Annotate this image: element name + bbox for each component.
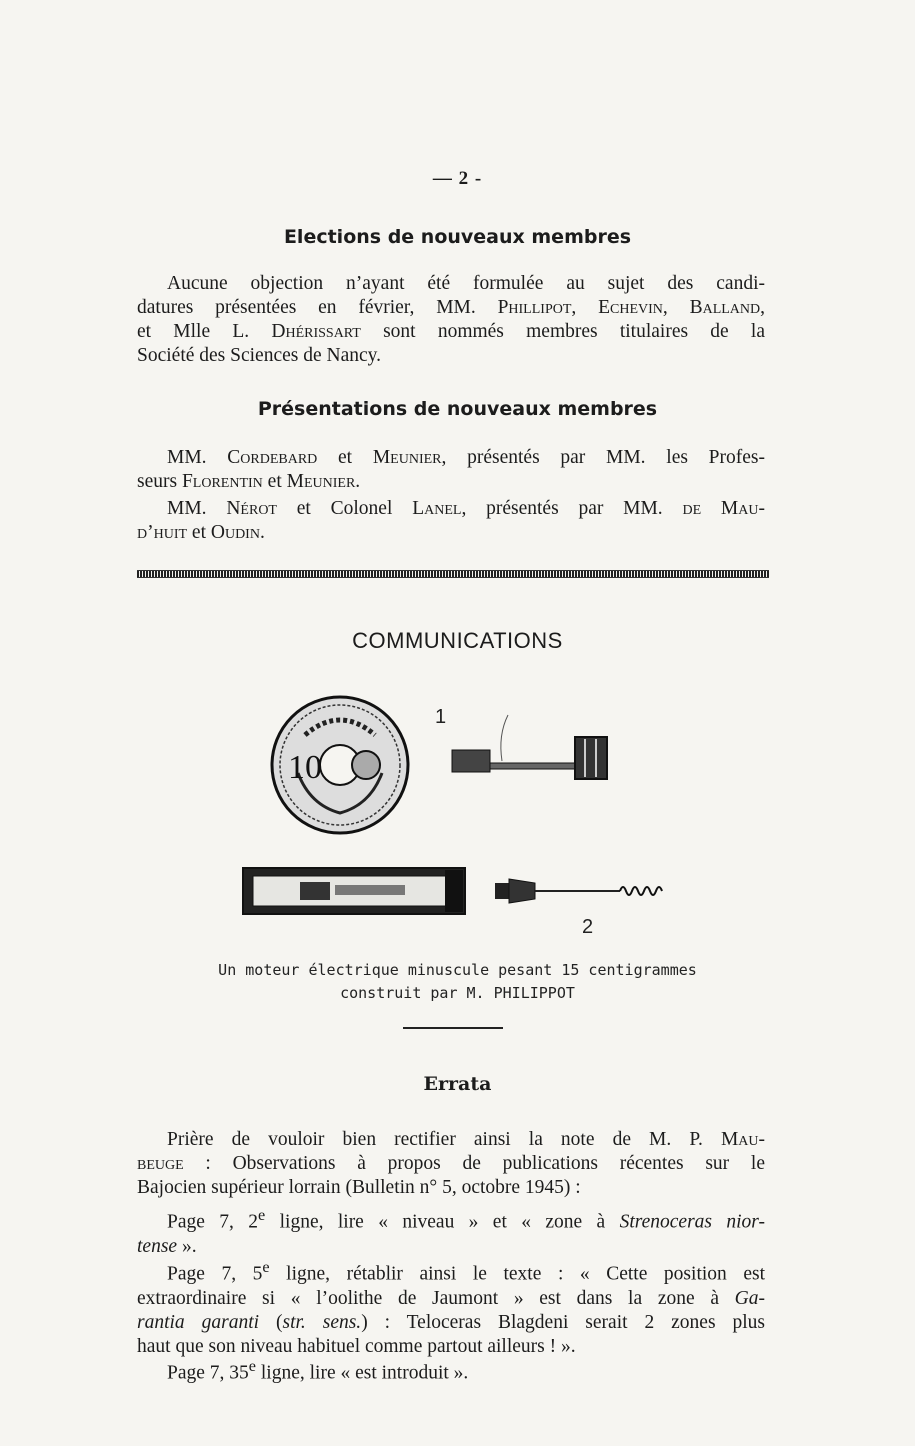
page-number: — 2 - (432, 168, 483, 189)
text-line: datures présentées en février, MM. Phillipot, Echevin, Balland, (137, 297, 766, 318)
motor-part-1 (452, 715, 607, 779)
paragraph-elections (137, 272, 765, 368)
text-line: tense ». (137, 1235, 197, 1257)
text-line: MM. Cordebard et Meunier, présentés par MM. les Profes- (167, 447, 765, 468)
text-line: rantia garanti (str. sens.) : Teloceras Blagdeni serait 2 zones plus (137, 1311, 765, 1333)
text-line: Aucune objection n’ayant été formulée au sujet des candi- (167, 273, 765, 294)
section-title-communications: COMMUNICATIONS (352, 628, 563, 653)
paragraph-errata-1 (137, 1128, 765, 1200)
motor-figure (240, 695, 690, 945)
coin-image (272, 697, 408, 833)
text-line: et Mlle L. Dhérissart sont nommés membres titulaires de la (137, 321, 765, 342)
section-title-presentations: Présentations de nouveaux membres (257, 398, 658, 420)
text-line: Page 7, 2e ligne, lire « niveau » et « zone à Strenoceras nior- (167, 1206, 765, 1233)
text-line: MM. Nérot et Colonel Lanel, présentés par MM. de Mau- (167, 498, 765, 519)
text-line: haut que son niveau habituel comme partout ailleurs ! ». (137, 1335, 576, 1357)
paragraph-errata-2 (137, 1203, 765, 1259)
text-line: d’huit et Oudin. (137, 522, 265, 543)
text-line: extraordinaire si « l’oolithe de Jaumont » est dans la zone à Ga- (137, 1287, 765, 1309)
text-line: Bajocien supérieur lorrain (Bulletin n° 5, octobre 1945) : (137, 1177, 581, 1198)
text-line: Société des Sciences de Nancy. (137, 345, 382, 366)
motor-part-2-shaft (495, 879, 662, 903)
short-divider (403, 1027, 503, 1029)
section-title-elections: Elections de nouveaux membres (283, 226, 632, 248)
hatched-divider (137, 570, 769, 578)
paragraph-errata-4 (137, 1354, 765, 1386)
motor-part-2-housing (243, 868, 465, 914)
figure-caption-line-2: construit par M. PHILIPPOT (340, 984, 575, 1002)
text-line: seurs Florentin et Meunier. (137, 471, 361, 492)
paragraph-errata-3 (137, 1255, 765, 1359)
paragraph-presentations-2 (137, 497, 765, 545)
paragraph-presentations-1 (137, 446, 765, 494)
text-line: Page 7, 35e ligne, lire « est introduit ». (167, 1357, 469, 1384)
figure-label-1: 1 (435, 706, 447, 728)
text-line: Page 7, 5e ligne, rétablir ainsi le texte : « Cette position est (167, 1258, 765, 1285)
figure-caption-line-1: Un moteur électrique minuscule pesant 15 centigrammes (218, 961, 697, 979)
text-line: Prière de vouloir bien rectifier ainsi la note de M. P. Mau- (167, 1129, 765, 1150)
motor-illustration (240, 695, 690, 945)
figure-label-2: 2 (582, 916, 594, 938)
section-title-errata: Errata (423, 1073, 492, 1095)
text-line: beuge : Observations à propos de publications récentes sur le (137, 1153, 765, 1174)
svg-text:10: 10 (288, 749, 322, 786)
